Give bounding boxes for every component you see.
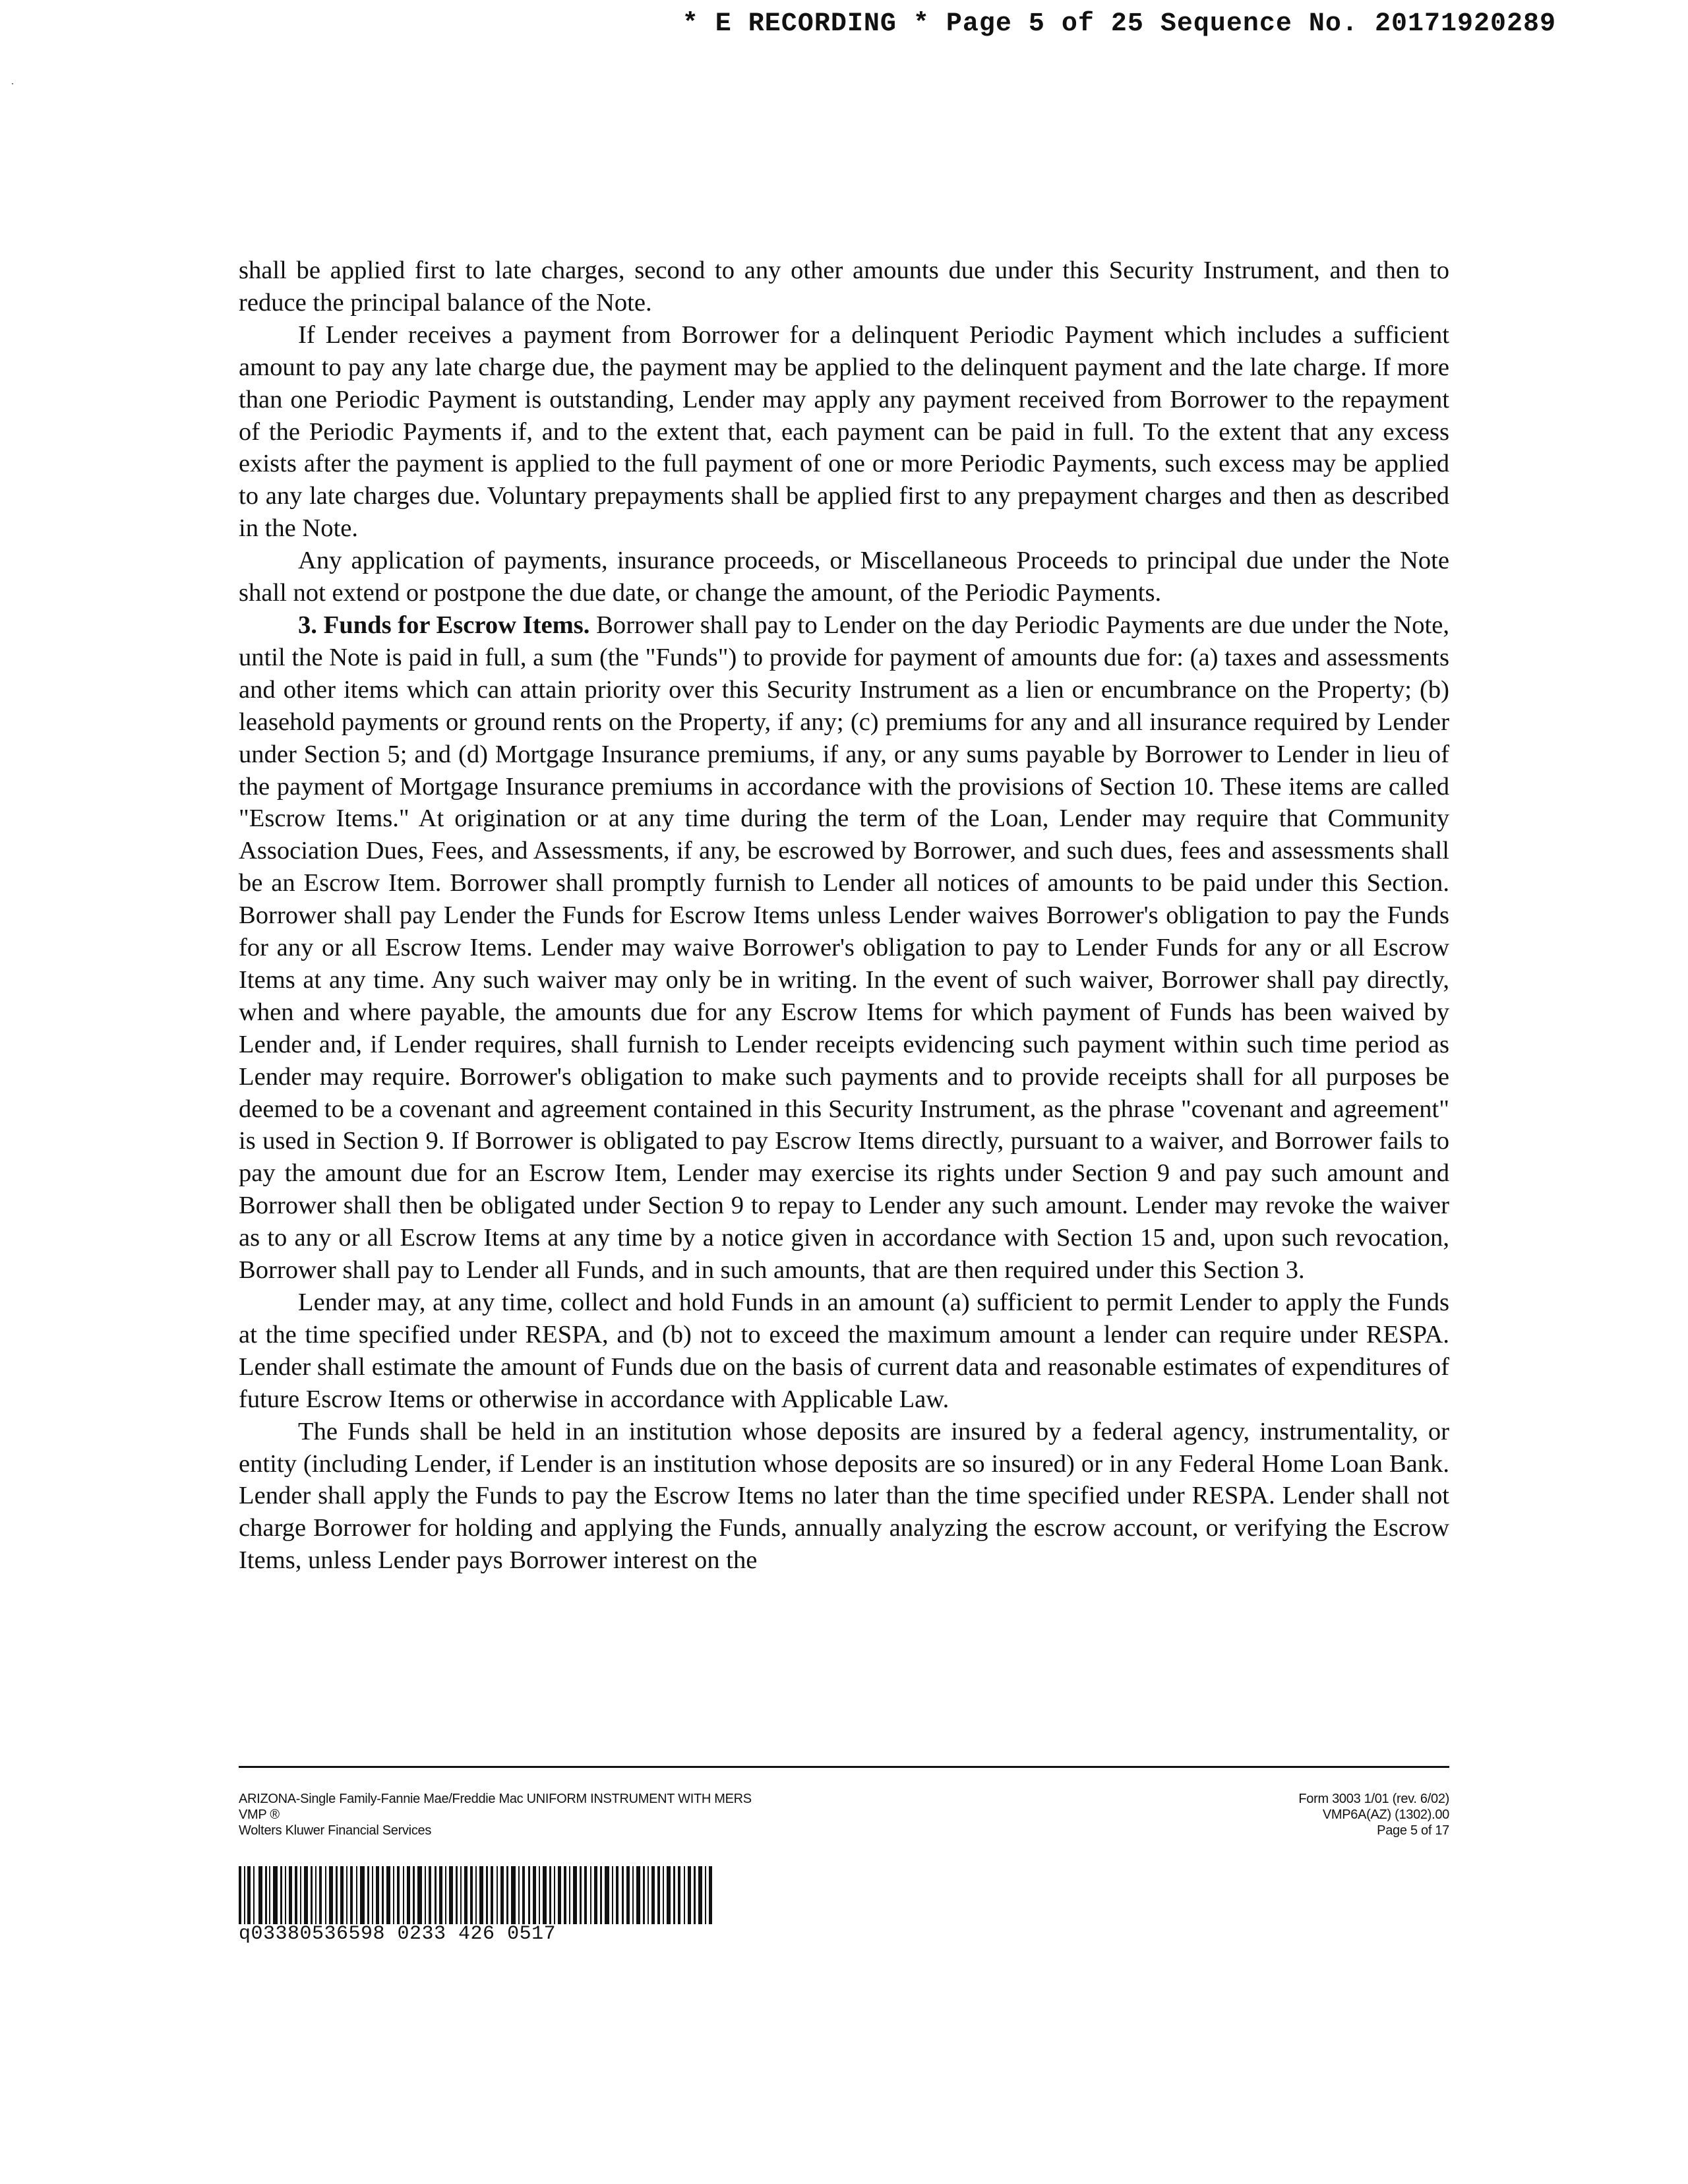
section-3-heading: 3. Funds for Escrow Items.: [298, 611, 590, 639]
footer-form-title: ARIZONA-Single Family-Fannie Mae/Freddie Mac UNIFORM INSTRUMENT WITH MERS: [239, 1792, 752, 1806]
footer-form-info: [239, 1791, 752, 1838]
paragraph-section-3: [239, 609, 1449, 1287]
footer-form-code: VMP6A(AZ) (1302).00: [1322, 1807, 1449, 1822]
paragraph-delinquent-payment: If Lender receives a payment from Borrower for a delinquent Periodic Payment which includes a sufficient amount to pay any late charge due, the payment may be applied to the delinquent payment and the late charge. If more than one Periodic Payment is outstanding, Lender may apply any payment received from Borrower to the repayment of the Periodic Payments if, and to the extent that, each payment can be paid in full. To the extent that any excess exists after the payment is applied to the full payment of one or more Periodic Payments, such excess may be applied to any late charges due. Voluntary prepayments shall be applied first to any prepayment charges and then as described in the Note.: [239, 320, 1449, 543]
footer-page-number: Page 5 of 17: [1377, 1823, 1449, 1838]
scan-speck: [12, 83, 13, 84]
document-body: [239, 255, 1449, 1577]
footer-form-revision: Form 3003 1/01 (rev. 6/02): [1298, 1792, 1449, 1806]
section-3-text: Borrower shall pay to Lender on the day Periodic Payments are due under the Note, until the Note is paid in full, a sum (the "Funds") to provide for payment of amounts due for: (a) taxes and assessments and other items which can attain priority over this Security Instrument as a lien or encumbrance on the Property; (b) leasehold payments or ground rents on the Property, if any; (c) premiums for any and all insurance required by Lender under Section 5; and (d) Mortgage Insurance premiums, if any, or any sums payable by Borrower to Lender in lieu of the payment of Mortgage Insurance premiums in accordance with the provisions of Section 10. These items are called "Escrow Items." At origination or at any time during the term of the Loan, Lender may require that Community Association Dues, Fees, and Assessments, if any, be escrowed by Borrower, and such dues, fees and assessments shall be an Escrow Item. Borrower shall promptly furnish to Lender all notices of amounts to be paid under this Section. Borrower shall pay Lender the Funds for Escrow Items unless Lender waives Borrower's obligation to pay the Funds for any or all Escrow Items. Lender may waive Borrower's obligation to pay to Lender Funds for any or all Escrow Items at any time. Any such waiver may only be in writing. In the event of such waiver, Borrower shall pay directly, when and where payable, the amounts due for any Escrow Items for which payment of Funds has been waived by Lender and, if Lender requires, shall furnish to Lender receipts evidencing such payment within such time period as Lender may require. Borrower's obligation to make such payments and to provide receipts shall for all purposes be deemed to be a covenant and agreement contained in this Security Instrument, as the phrase "covenant and agreement" is used in Section 9. If Borrower is obligated to pay Escrow Items directly, pursuant to a waiver, and Borrower fails to pay the amount due for an Escrow Item, Lender may exercise its rights under Section 9 and pay such amount and Borrower shall then be obligated under Section 9 to repay to Lender any such amount. Lender may revoke the waiver as to any or all Escrow Items at any time by a notice given in accordance with Section 15 and, upon such revocation, Borrower shall pay to Lender all Funds, and in such amounts, that are then required under this Section 3.: [239, 611, 1449, 1285]
footer-publisher: Wolters Kluwer Financial Services: [239, 1823, 432, 1838]
footer-divider: [239, 1766, 1449, 1768]
footer-form-number: [1298, 1791, 1449, 1838]
footer-vmp-mark: VMP ®: [239, 1807, 280, 1822]
barcode-number: q03380536598 0233 426 0517: [239, 1923, 557, 1945]
recording-header: * E RECORDING * Page 5 of 25 Sequence No. 20171920289: [682, 9, 1556, 39]
paragraph-collect-funds: Lender may, at any time, collect and hold Funds in an amount (a) sufficient to permit Lender to apply the Funds at the time specified under RESPA, and (b) not to exceed the maximum amount a lender can require under RESPA. Lender shall estimate the amount of Funds due on the basis of current data and reasonable estimates of expenditures of future Escrow Items or otherwise in accordance with Applicable Law.: [239, 1289, 1449, 1413]
paragraph-application-of-payments: Any application of payments, insurance proceeds, or Miscellaneous Proceeds to principal due under the Note shall not extend or postpone the due date, or change the amount, of the Periodic Payments.: [239, 547, 1449, 607]
barcode-image: [239, 1866, 713, 1924]
paragraph-funds-held: The Funds shall be held in an institution whose deposits are insured by a federal agency, instrumentality, or entity (including Lender, if Lender is an institution whose deposits are so insured) or in any Federal Home Loan Bank. Lender shall apply the Funds to pay the Escrow Items no later than the time specified under RESPA. Lender shall not charge Borrower for holding and applying the Funds, annually analyzing the escrow account, or verifying the Escrow Items, unless Lender pays Borrower interest on the: [239, 1417, 1449, 1575]
paragraph-continuation: shall be applied first to late charges, second to any other amounts due under this Security Instrument, and then to reduce the principal balance of the Note.: [239, 257, 1449, 317]
